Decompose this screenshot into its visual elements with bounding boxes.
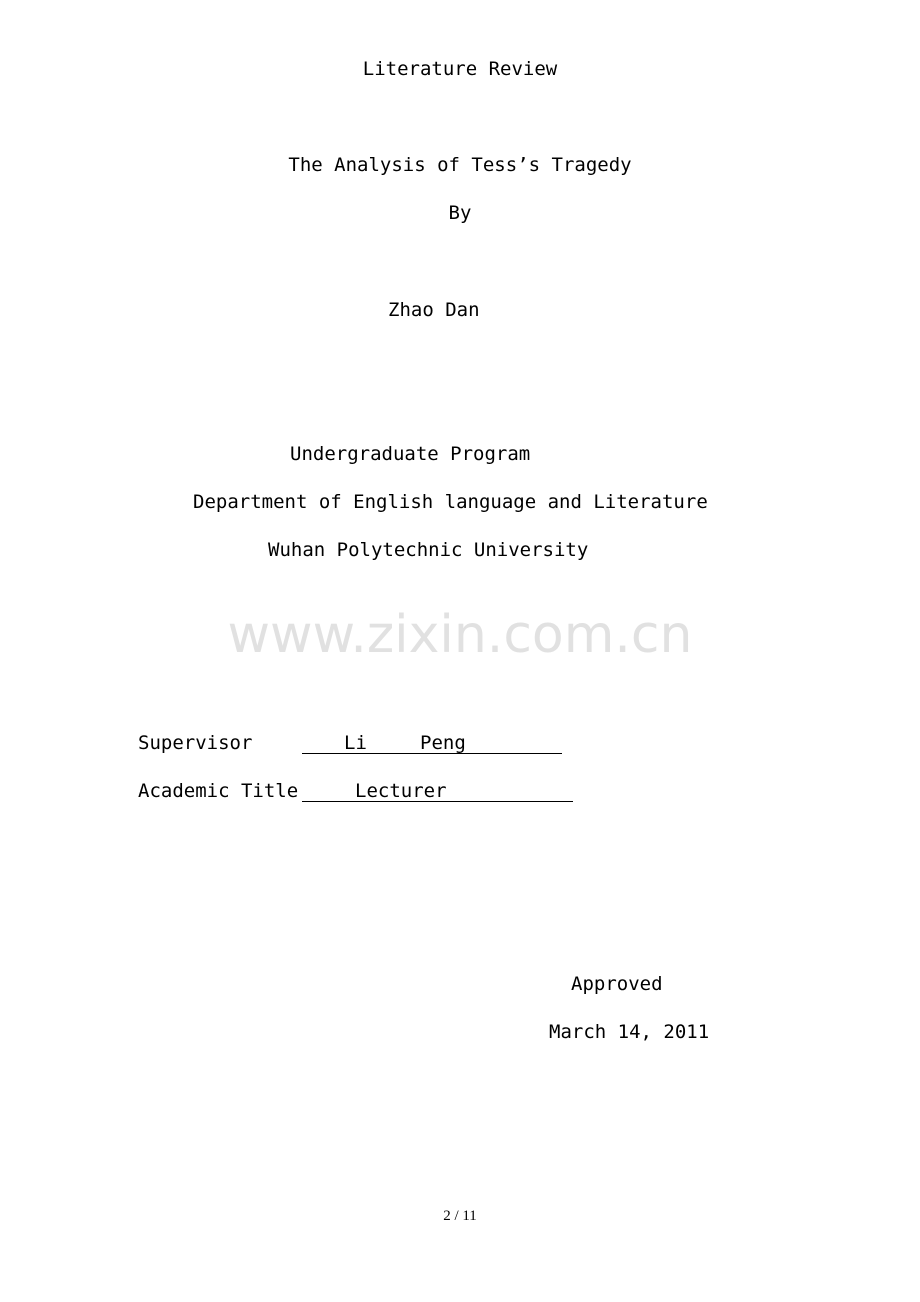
by-label: By: [448, 202, 472, 224]
supervisor-family-name: Peng: [420, 732, 466, 754]
department-name: Department of English language and Literature: [193, 491, 708, 513]
university-name: Wuhan Polytechnic University: [268, 539, 589, 561]
academic-title-label: Academic Title: [138, 780, 299, 802]
approved-label: Approved: [571, 973, 663, 995]
supervisor-field: [302, 731, 562, 754]
approved-date: March 14, 2011: [549, 1021, 710, 1043]
program-name: Undergraduate Program: [290, 443, 531, 465]
author-name: Zhao Dan: [388, 299, 480, 321]
watermark: www.zixin.com.cn: [227, 605, 693, 665]
supervisor-given-name: Li: [344, 732, 367, 754]
thesis-title: The Analysis of Tess’s Tragedy: [288, 154, 632, 176]
supervisor-label: Supervisor: [138, 732, 253, 754]
academic-title-field: [302, 779, 573, 802]
document-heading: Literature Review: [362, 58, 558, 80]
academic-title-value: Lecturer: [355, 780, 447, 802]
page-indicator: 2 / 11: [443, 1208, 477, 1224]
